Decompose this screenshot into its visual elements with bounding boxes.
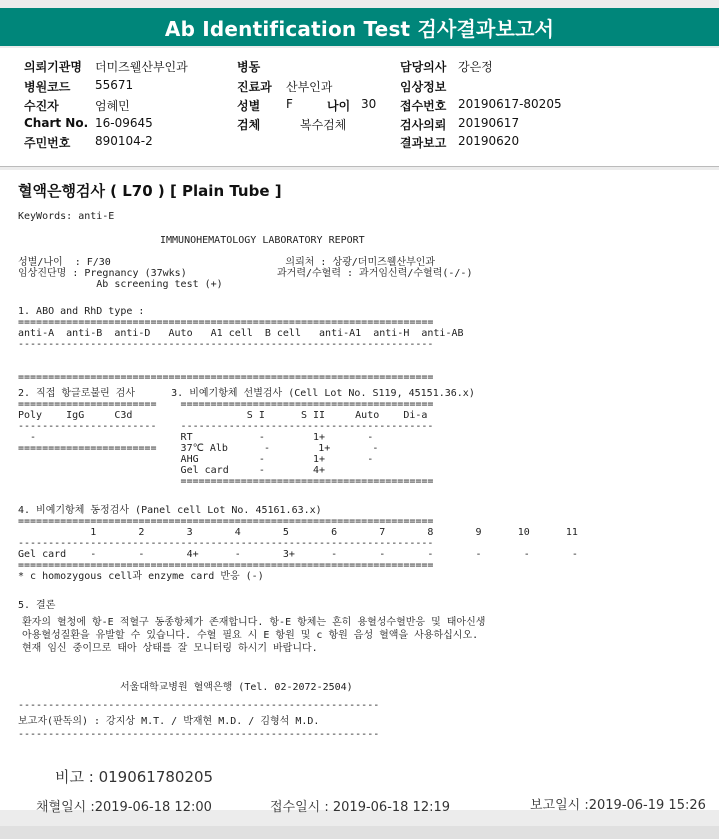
- receipt-value: 20190617-80205: [458, 97, 562, 111]
- antiglobulin-screening-section: 2. 직접 항글로불린 검사 3. 비예기항체 선별검사 (Cell Lot No. S119, 45151.36.x) ======================= ========================================== Poly IgG C3d S I S II Auto Di-a ----------------------- ------------------------------------------ - RT - 1+ - ======================= 37℃ Alb - 1+ - AHG - 1+ - Gel card - 4+ ==========================================: [18, 388, 475, 487]
- specimen-value: 복수검체: [300, 118, 347, 132]
- age-value: 30: [361, 97, 377, 111]
- hospital-label: 의뢰기관명: [24, 60, 82, 74]
- report-value: 20190620: [458, 134, 520, 148]
- bottom-strip: [0, 826, 719, 839]
- divider-2: ------------------------------------------------------------: [18, 729, 380, 740]
- code-label: 병원코드: [24, 80, 71, 94]
- sex-value: F: [286, 97, 293, 111]
- report-title-bar: Ab Identification Test 검사결과보고서: [0, 8, 719, 46]
- dept-label: 진료과: [237, 80, 272, 94]
- patient-label: 수진자: [24, 99, 59, 113]
- clinical-label: 임상정보: [400, 80, 447, 94]
- info-line-3: Ab screening test (+): [18, 279, 223, 290]
- divider-1: ------------------------------------------------------------: [18, 700, 380, 711]
- panel-identification-section: 4. 비예기항체 동정검사 (Panel cell Lot No. 45161.63.x) ===================================================================== 1 2 3 4 5 6 7 8 9 10 11 --------------------------------------------------------------------- Gel card - - 4+ - 3+ - - - - - - ===================================================================== * c homozygous cell과 enzyme card 반응 (-): [18, 505, 578, 582]
- age-label: 나이: [327, 99, 351, 113]
- chart-label: Chart No.: [24, 116, 89, 130]
- patient-header: [0, 48, 719, 167]
- conclusion-title: 5. 결론: [18, 600, 56, 611]
- report-body: [0, 170, 719, 815]
- ward-label: 병동: [237, 60, 261, 74]
- blood-bank-contact: 서울대학교병원 혈액은행 (Tel. 02-2072-2504): [120, 682, 353, 693]
- reported-time: 보고일시 :2019-06-19 15:26: [530, 798, 706, 813]
- rrn-label: 주민번호: [24, 136, 71, 150]
- code-value: 55671: [95, 78, 134, 92]
- collected-time: 채혈일시 :2019-06-18 12:00: [36, 800, 212, 815]
- request-label: 검사의뢰: [400, 118, 447, 132]
- info-line-1: 성별/나이 : F/30 의뢰처 : 상광/더미즈웰산부인과: [18, 257, 436, 268]
- doctor-value: 강은정: [458, 60, 493, 74]
- receipt-label: 접수번호: [400, 99, 447, 113]
- abo-rhd-section: 1. ABO and RhD type : ===================================================================== anti-A anti-B anti-D Auto A1 cell B cell anti-A1 anti-H anti-AB --------------------------------------------------------------------- =====================================================================: [18, 306, 464, 383]
- lab-report-title: IMMUNOHEMATOLOGY LABORATORY REPORT: [160, 235, 365, 246]
- doctor-label: 담당의사: [400, 60, 447, 74]
- received-time: 접수일시 : 2019-06-18 12:19: [270, 800, 451, 815]
- info-line-2: 임상진단명 : Pregnancy (37wks) 과거력/수혈력 : 과거임신력/수혈력(-/-): [18, 268, 473, 279]
- remark: 비고 : 019061780205: [55, 768, 214, 786]
- conclusion-text: 환자의 혈청에 항-E 적혈구 동종항체가 존재합니다. 항-E 항체는 흔히 용혈성수혈반응 및 태아신생아용혈성질환을 유발할 수 있습니다. 수혈 필요 시 E 항원 및 c 항원 음성 혈액을 사용하십시오. 현재 임신 중이므로 태아 상태를 잘 모니터링 하시기 바랍니다.: [22, 617, 486, 654]
- dept-value: 산부인과: [286, 80, 333, 94]
- specimen-label: 검체: [237, 118, 261, 132]
- patient-value: 엄혜민: [95, 99, 130, 113]
- keywords: KeyWords: anti-E: [18, 211, 115, 222]
- chart-value: 16-09645: [95, 116, 153, 130]
- hospital-value: 더미즈웰산부인과: [95, 60, 188, 74]
- request-value: 20190617: [458, 116, 520, 130]
- reporter-line: 보고자(판독의) : 강지상 M.T. / 박재현 M.D. / 김형석 M.D.: [18, 716, 320, 727]
- report-label: 결과보고: [400, 136, 447, 150]
- rrn-value: 890104-2: [95, 134, 153, 148]
- sex-label: 성별: [237, 99, 261, 113]
- report-section-title: 혈액은행검사 ( L70 ) [ Plain Tube ]: [18, 182, 282, 200]
